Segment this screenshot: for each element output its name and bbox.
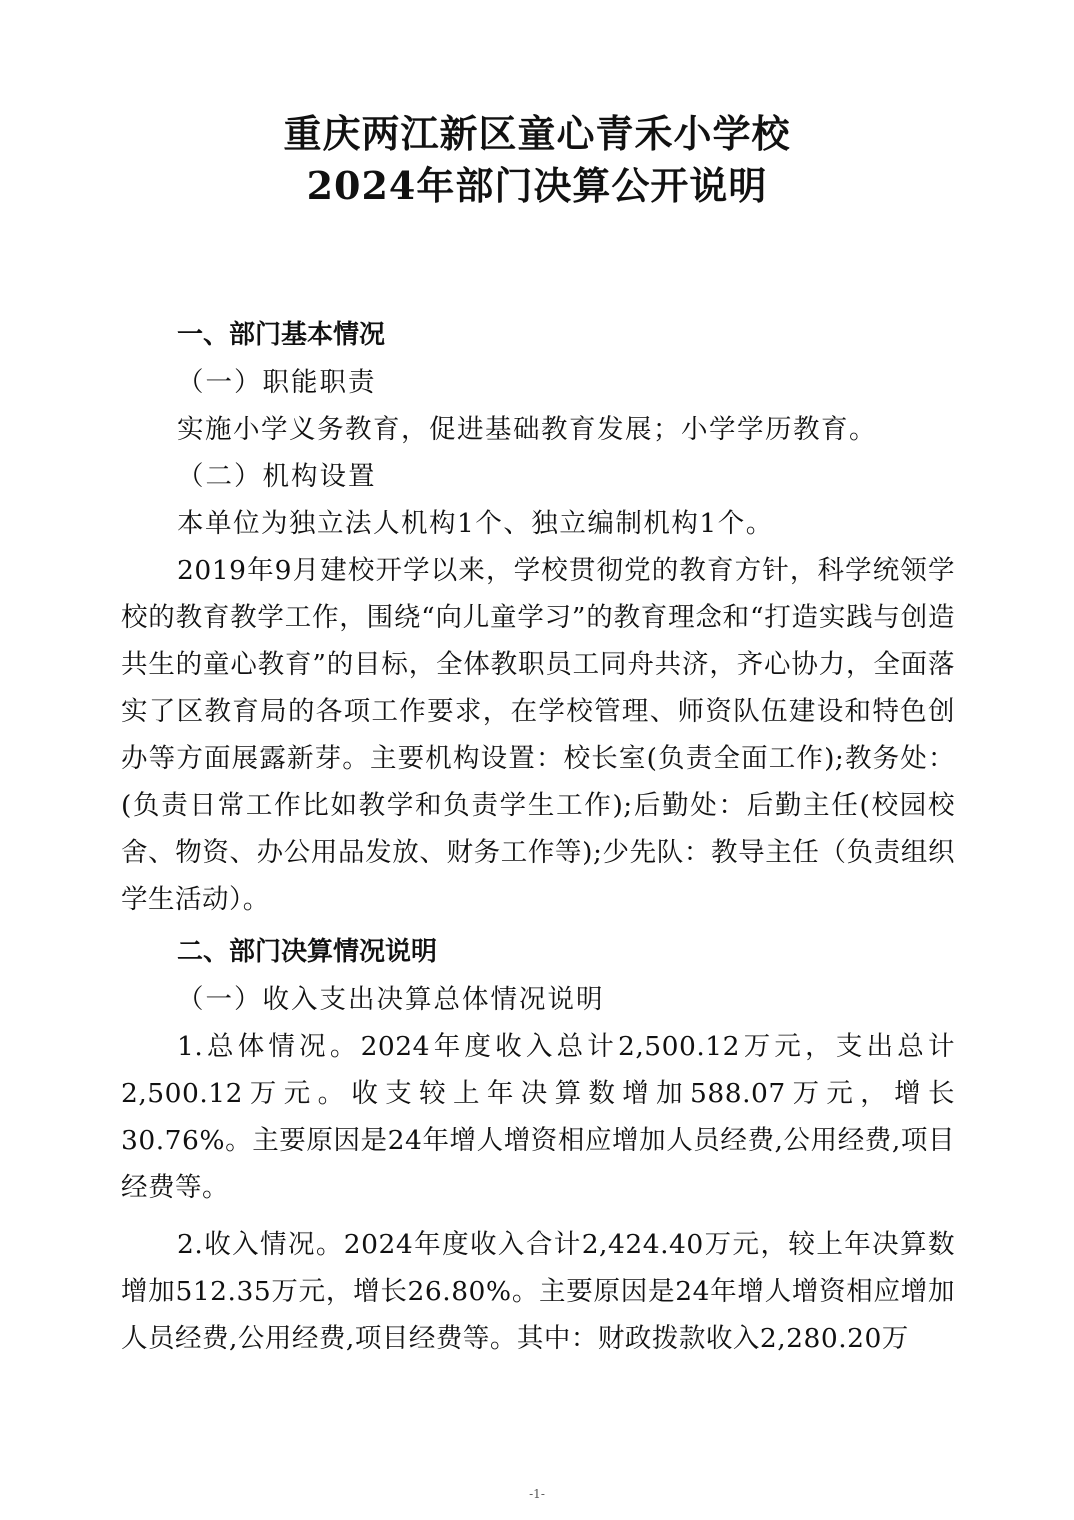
structure-paragraph-1: 本单位为独立法人机构1个、独立编制机构1个。: [177, 508, 774, 539]
title-line-school: 重庆两江新区童心青禾小学校: [283, 111, 791, 156]
overall-paragraph: 1.总体情况。2024年度收入总计2,500.12万元，支出总计2,500.12万元。收支较上年决算数增加588.07万元，增长30.76%。主要原因是24年增人增资相应增加人员经费,公用经费,项目经费等。: [121, 1031, 955, 1203]
document-body: [121, 312, 955, 1362]
duties-paragraph: 实施小学义务教育，促进基础教育发展；小学学历教育。: [177, 414, 877, 445]
income-paragraph: 2.收入情况。2024年度收入合计2,424.40万元，较上年决算数增加512.35万元，增长26.80%。主要原因是24年增人增资相应增加人员经费,公用经费,项目经费等。其中：财政拨款收入2,280.20万: [121, 1229, 955, 1354]
section-2-subheading-overall: （一）收入支出决算总体情况说明: [177, 984, 605, 1015]
section-2-heading: 二、部门决算情况说明: [177, 937, 438, 967]
structure-paragraph-2: 2019年9月建校开学以来，学校贯彻党的教育方针，科学统领学校的教育教学工作，围绕“向儿童学习”的教育理念和“打造实践与创造共生的童心教育”的目标，全体教职员工同舟共济，齐心协力，全面落实了区教育局的各项工作要求，在学校管理、师资队伍建设和特色创办等方面展露新芽。主要机构设置：校长室(负责全面工作);教务处：(负责日常工作比如教学和负责学生工作);后勤处：后勤主任(校园校舍、物资、办公用品发放、财务工作等);少先队：教导主任（负责组织学生活动）。: [121, 555, 955, 915]
section-1-heading: 一、部门基本情况: [177, 320, 386, 350]
section-1-subheading-structure: （二）机构设置: [177, 461, 377, 492]
page-number: -1-: [529, 1487, 545, 1501]
section-1-subheading-duties: （一）职能职责: [177, 367, 377, 398]
title-line-report: 2024年部门决算公开说明: [306, 163, 768, 208]
document-title: [0, 108, 1074, 212]
